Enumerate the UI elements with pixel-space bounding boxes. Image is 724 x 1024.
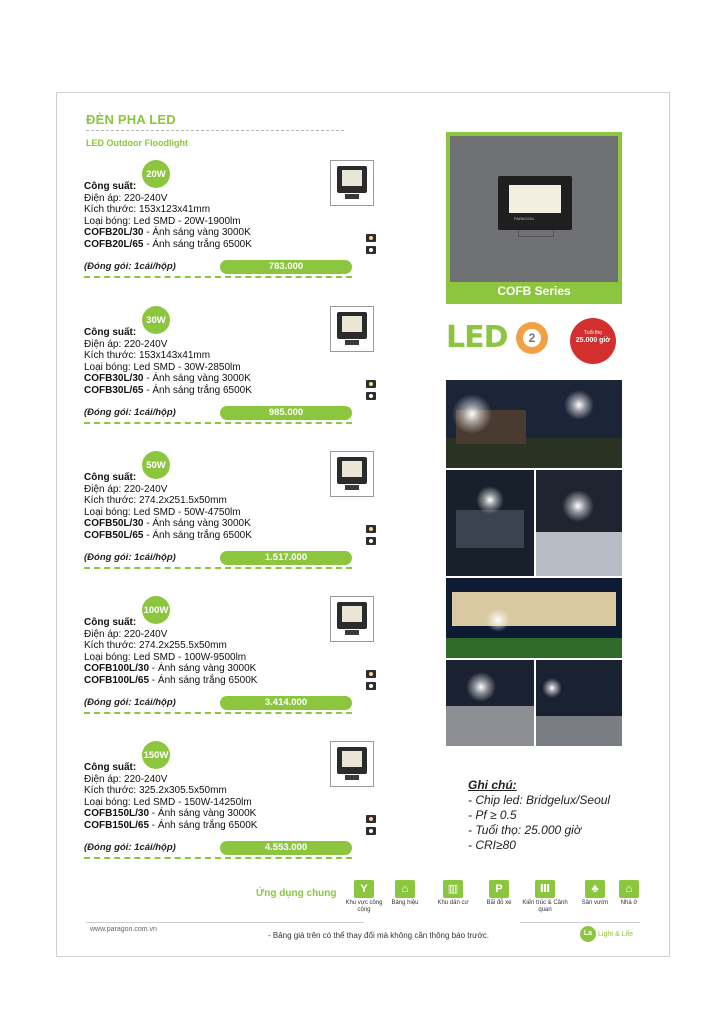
application-photo-6: [536, 660, 622, 746]
application-item: [474, 880, 524, 907]
series-label: COFB Series: [497, 284, 571, 298]
voltage-line: Điện áp: 220-240V: [84, 483, 168, 495]
bulb-line: Loại bóng: Led SMD - 30W-2850lm: [84, 361, 241, 373]
packing-info: (Đóng gói: 1cái/hộp): [84, 407, 176, 418]
power-label: Công suất:: [84, 181, 137, 192]
size-line: Kích thước: 274.2x255.5x50mm: [84, 640, 227, 652]
wattage-badge: 30W: [142, 306, 170, 334]
warranty-years: 2: [523, 329, 541, 347]
product-divider: [84, 422, 352, 424]
warm-variant: COFB50L/30 - Ánh sáng vàng 3000K: [84, 518, 251, 530]
cold-light-swatch: [366, 827, 376, 835]
led-panel: [509, 185, 561, 213]
size-line: Kích thước: 153x143x41mm: [84, 350, 211, 362]
bulb-line: Loại bóng: Led SMD - 150W-14250lm: [84, 796, 252, 808]
packing-info: (Đóng gói: 1cái/hộp): [84, 842, 176, 853]
price-tag: 3.414.000: [220, 696, 352, 710]
disclaimer: - Bảng giá trên có thể thay đổi mà không cần thông báo trước.: [268, 931, 489, 940]
size-line: Kích thước: 274.2x251.5x50mm: [84, 495, 227, 507]
title-divider: [86, 130, 344, 131]
wattage-badge: 150W: [142, 741, 170, 769]
packing-info: (Đóng gói: 1cái/hộp): [84, 697, 176, 708]
product-divider: [84, 567, 352, 569]
voltage-line: Điện áp: 220-240V: [84, 338, 168, 350]
product-specs: [84, 472, 252, 542]
product-block: [84, 741, 374, 881]
floodlight-icon: [330, 596, 374, 642]
price-tag: 4.553.000: [220, 841, 352, 855]
application-item: [604, 880, 654, 907]
warm-light-swatch: [366, 815, 376, 823]
website-link[interactable]: www.paragon.com.vn: [90, 926, 157, 933]
application-label: Khu dân cư: [437, 900, 469, 906]
floodlight-icon: [330, 451, 374, 497]
notes-heading: Ghi chú:: [468, 778, 517, 792]
house-icon: ⌂: [619, 880, 639, 898]
product-divider: [84, 276, 352, 278]
product-specs: [84, 181, 252, 251]
product-block: [84, 451, 374, 591]
footer-divider: [86, 922, 364, 923]
garden-icon: ♣: [585, 880, 605, 898]
product-divider: [84, 712, 352, 714]
application-label: Nhà ở: [620, 900, 638, 906]
page-subtitle: LED Outdoor Floodlight: [86, 138, 188, 148]
packing-info: (Đóng gói: 1cái/hộp): [84, 261, 176, 272]
note-item: - CRI≥80: [468, 838, 516, 852]
lamp-brand: PARAGON: [514, 216, 534, 221]
lifetime-label: Tuổi thọ: [584, 330, 602, 336]
product-divider: [84, 857, 352, 859]
size-line: Kích thước: 325.2x305.5x50mm: [84, 785, 227, 797]
power-label: Công suất:: [84, 472, 137, 483]
warm-variant: COFB20L/30 - Ánh sáng vàng 3000K: [84, 227, 251, 239]
application-item: [380, 880, 430, 907]
wattage-badge: 50W: [142, 451, 170, 479]
floodlight-icon: [330, 306, 374, 352]
note-item: - Chip led: Bridgelux/Seoul: [468, 793, 611, 807]
applications-title: Ứng dụng chung: [256, 888, 337, 899]
footer-divider: [520, 922, 640, 923]
application-item: [428, 880, 478, 907]
parking-icon: P: [489, 880, 509, 898]
product-block: [84, 306, 374, 446]
architecture-icon: Ⅲ: [535, 880, 555, 898]
brand-logo-icon: La: [580, 926, 596, 942]
voltage-line: Điện áp: 220-240V: [84, 628, 168, 640]
warm-variant: COFB100L/30 - Ánh sáng vàng 3000K: [84, 663, 257, 675]
application-label: Bảng hiệu: [391, 900, 419, 906]
floodlight-icon: [330, 160, 374, 206]
cold-variant: COFB30L/65 - Ánh sáng trắng 6500K: [84, 384, 252, 396]
cold-variant: COFB50L/65 - Ánh sáng trắng 6500K: [84, 529, 252, 541]
price-tag: 985.000: [220, 406, 352, 420]
application-label: Kiến trúc & Cảnh quan: [522, 900, 568, 913]
size-line: Kích thước: 153x123x41mm: [84, 204, 211, 216]
application-photo-4: [446, 578, 622, 658]
lifetime-value: 25.000 giờ: [575, 337, 611, 344]
product-specs: [84, 327, 252, 397]
note-item: - Pf ≥ 0.5: [468, 808, 517, 822]
cold-variant: COFB100L/65 - Ánh sáng trắng 6500K: [84, 674, 258, 686]
warm-variant: COFB30L/30 - Ánh sáng vàng 3000K: [84, 373, 251, 385]
led-logo: LED: [446, 320, 508, 355]
warranty-badge: [510, 320, 554, 358]
voltage-line: Điện áp: 220-240V: [84, 773, 168, 785]
series-hero: [446, 132, 622, 304]
application-label: Khu vực công cộng: [345, 900, 383, 913]
wattage-badge: 100W: [142, 596, 170, 624]
application-label: Sân vườn: [581, 900, 609, 906]
bulb-line: Loại bóng: Led SMD - 50W-4750lm: [84, 506, 241, 518]
wattage-badge: 20W: [142, 160, 170, 188]
floodlight-icon: [330, 741, 374, 787]
product-block: [84, 596, 374, 736]
application-item: [520, 880, 570, 914]
power-label: Công suất:: [84, 617, 137, 628]
cold-light-swatch: [366, 392, 376, 400]
warm-light-swatch: [366, 525, 376, 533]
power-label: Công suất:: [84, 327, 137, 338]
warm-light-swatch: [366, 380, 376, 388]
power-label: Công suất:: [84, 762, 137, 773]
lamp-stand: [518, 230, 554, 237]
application-photo-2: [446, 470, 534, 576]
bulb-line: Loại bóng: Led SMD - 100W-9500lm: [84, 651, 247, 663]
product-specs: [84, 762, 257, 832]
application-photo-5: [446, 660, 534, 746]
page-title: ĐÈN PHA LED: [86, 112, 176, 127]
warm-light-swatch: [366, 234, 376, 242]
cold-light-swatch: [366, 682, 376, 690]
application-label: Bãi đỗ xe: [486, 900, 512, 906]
note-item: - Tuổi thọ: 25.000 giờ: [468, 823, 582, 837]
residential-icon: ▥: [443, 880, 463, 898]
price-tag: 783.000: [220, 260, 352, 274]
product-specs: [84, 617, 257, 687]
cold-light-swatch: [366, 537, 376, 545]
voltage-line: Điện áp: 220-240V: [84, 192, 168, 204]
application-photo-1: [446, 380, 622, 468]
cold-variant: COFB150L/65 - Ánh sáng trắng 6500K: [84, 819, 258, 831]
cold-variant: COFB20L/65 - Ánh sáng trắng 6500K: [84, 238, 252, 250]
notes: [468, 778, 610, 853]
lifetime-badge: [570, 318, 616, 364]
public-area-icon: Y: [354, 880, 374, 898]
product-block: [84, 160, 374, 300]
floodlight-icon: [498, 176, 572, 230]
packing-info: (Đóng gói: 1cái/hộp): [84, 552, 176, 563]
price-tag: 1.517.000: [220, 551, 352, 565]
warm-variant: COFB150L/30 - Ánh sáng vàng 3000K: [84, 808, 257, 820]
hero-image: [450, 136, 618, 282]
warm-light-swatch: [366, 670, 376, 678]
brand-tagline: Light & Life: [598, 931, 634, 938]
bulb-line: Loại bóng: Led SMD - 20W-1900lm: [84, 215, 241, 227]
cold-light-swatch: [366, 246, 376, 254]
signboard-icon: ⌂: [395, 880, 415, 898]
application-photo-3: [536, 470, 622, 576]
